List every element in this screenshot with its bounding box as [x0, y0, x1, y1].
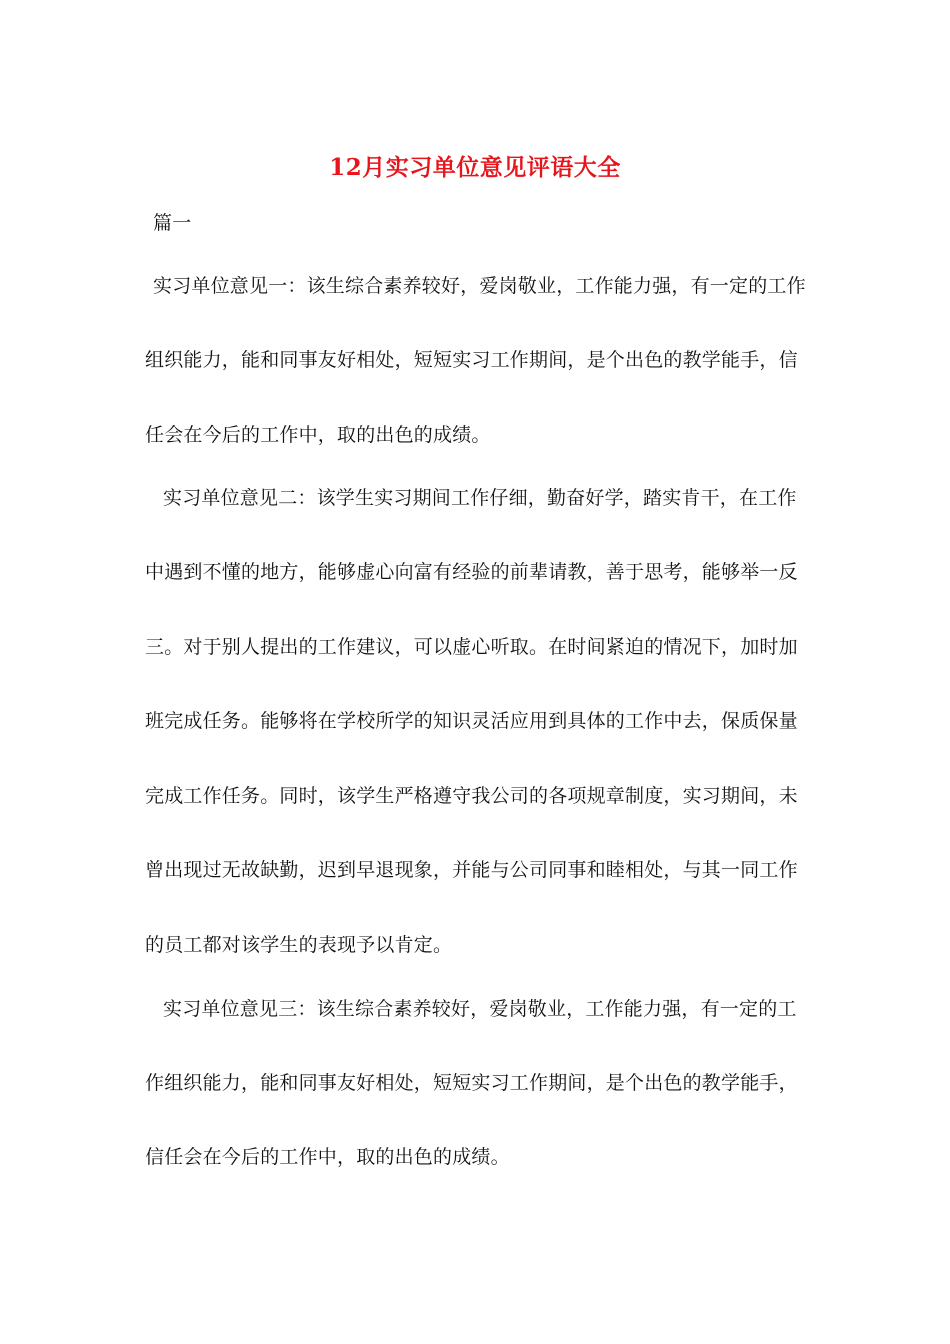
document-title: 12月实习单位意见评语大全 [329, 154, 621, 181]
paragraph-line: 信任会在今后的工作中，取的出色的成绩。 [145, 1146, 510, 1168]
paragraph-line: 实习单位意见一：该生综合素养较好，爱岗敬业，工作能力强，有一定的工作 [153, 275, 806, 297]
paragraph-line: 中遇到不懂的地方，能够虚心向富有经验的前辈请教，善于思考，能够举一反 [145, 561, 798, 583]
paragraph-line: 的员工都对该学生的表现予以肯定。 [145, 934, 453, 956]
paragraph-line: 作组织能力，能和同事友好相处，短短实习工作期间，是个出色的教学能手， [145, 1072, 798, 1094]
paragraph-line: 班完成任务。能够将在学校所学的知识灵活应用到具体的工作中去，保质保量 [145, 710, 798, 732]
paragraph-line: 任会在今后的工作中，取的出色的成绩。 [145, 424, 491, 446]
paragraph-line: 实习单位意见三：该生综合素养较好，爱岗敬业，工作能力强，有一定的工 [163, 998, 797, 1020]
paragraph-line: 曾出现过无故缺勤，迟到早退现象，并能与公司同事和睦相处，与其一同工作 [145, 859, 798, 881]
paragraph-line: 三。对于别人提出的工作建议，可以虚心听取。在时间紧迫的情况下，加时加 [145, 636, 798, 658]
paragraph-line: 完成工作任务。同时，该学生严格遵守我公司的各项规章制度，实习期间，未 [145, 785, 798, 807]
paragraph-line: 实习单位意见二：该学生实习期间工作仔细，勤奋好学，踏实肯干，在工作 [163, 487, 797, 509]
paragraph-line: 组织能力，能和同事友好相处，短短实习工作期间，是个出色的教学能手，信 [145, 349, 798, 371]
section-heading: 篇一 [153, 212, 192, 234]
